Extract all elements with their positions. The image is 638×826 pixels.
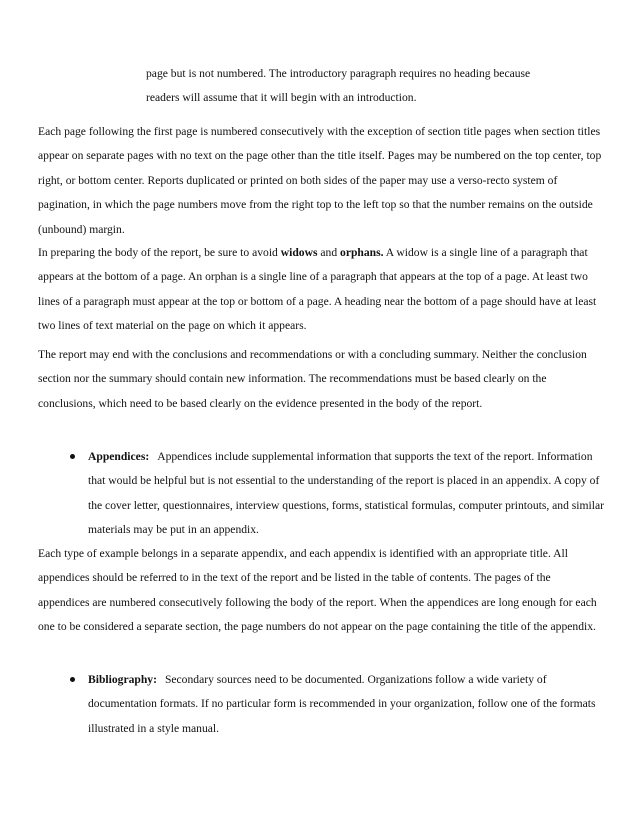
widows-term: widows — [280, 246, 318, 259]
intro-continuation — [146, 62, 586, 111]
intro-line-1: page but is not numbered. The introductory paragraph requires no heading because — [146, 67, 531, 80]
bibliography-text: Secondary sources need to be documented. Organizations follow a wide variety of documentation formats. If no particular form is recommended in your organization, follow one of the formats illustrated in a style manual. — [88, 673, 596, 735]
bibliography-term: Bibliography: — [88, 673, 157, 686]
widows-intro-text: In preparing the body of the report, be sure to avoid — [38, 246, 281, 259]
appendices-term: Appendices: — [88, 450, 150, 463]
bullet-dot — [70, 454, 75, 459]
appendices-text: Appendices include supplemental information that supports the text of the report. Information that would be helpful but is not essential to the understanding of the report is placed in an appendix. A copy of the cover letter, questionnaires, interview questions, forms, statistical formulas, computer printouts, and similar materials may be put in an appendix. — [88, 450, 604, 537]
appendices-bullet — [88, 445, 608, 543]
pagination-paragraph: Each page following the first page is numbered consecutively with the exception of section title pages when section titles appear on separate pages with no text on the page other than the title itself. Pages may be numbered on the top center, top right, or bottom center. Reports duplicated or printed on both sides of the paper may use a verso-recto system of pagination, in which the page numbers move from the right top to the left top so that the number remains on the outside (unbound) margin. — [38, 125, 602, 236]
and-text: and — [317, 246, 341, 259]
bullet-dot — [70, 677, 75, 682]
widows-body-text: A widow is a single line of a paragraph that appears at the bottom of a page. An orphan is a single line of a paragraph that appears at the top of a page. At least two lines of a paragraph must appear at the top or bottom of a page. A heading near the bottom of a page should have at least two lines of text material on the page on which it appears. — [38, 246, 597, 333]
bibliography-bullet — [88, 668, 608, 741]
intro-line-2: readers will assume that it will begin with an introduction. — [146, 91, 417, 105]
orphans-term: orphans. — [340, 246, 384, 259]
conclusions-paragraph: The report may end with the conclusions and recommendations or with a concluding summary. Neither the conclusion section nor the summary should contain new information. The recommendations must be based clearly on the conclusions, which need to be based clearly on the evidence presented in the body of the report. — [38, 348, 587, 410]
widows-orphans-paragraph — [38, 241, 604, 339]
appendix-type-paragraph: Each type of example belongs in a separate appendix, and each appendix is identified with an appropriate title. All appendices should be referred to in the text of the report and be listed in the table of contents. The pages of the appendices are numbered consecutively following the body of the report. When the appendices are long enough for each one to be considered a separate section, the page numbers do not appear on the page containing the title of the appendix. — [38, 547, 597, 634]
